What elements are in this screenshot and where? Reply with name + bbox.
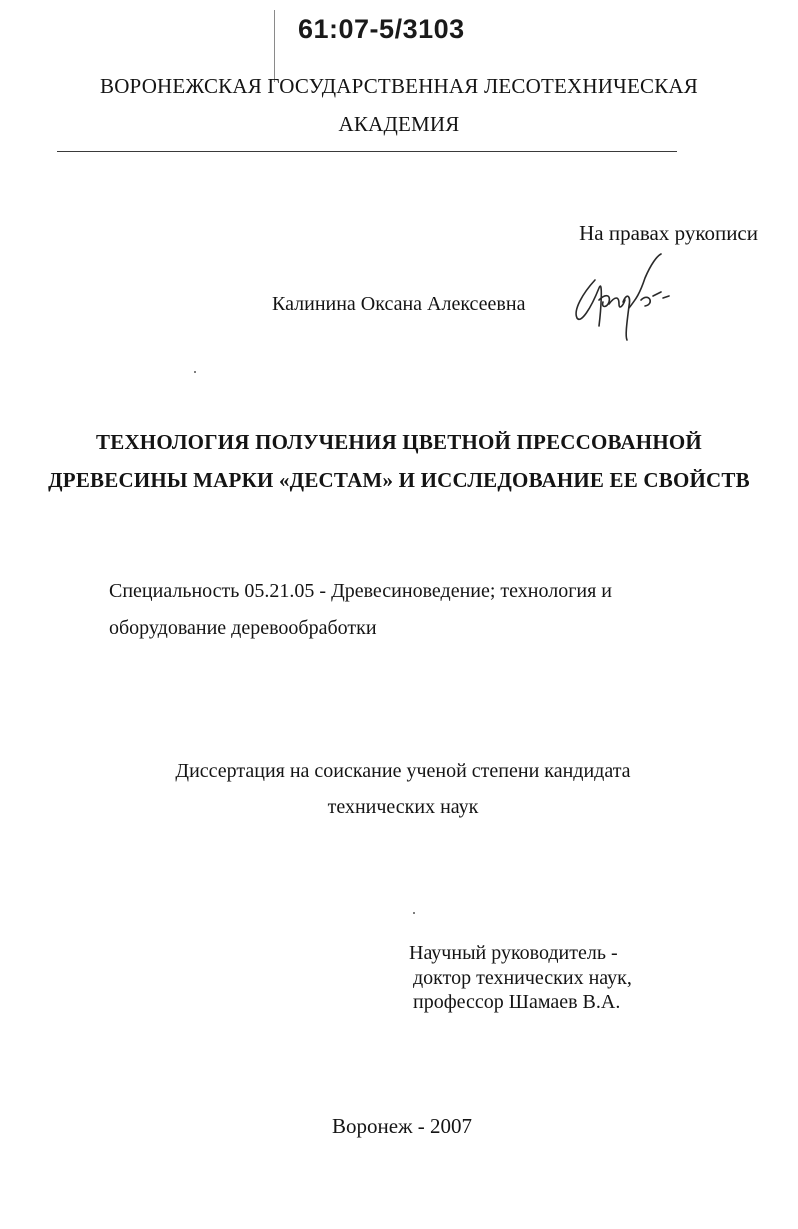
institution-name-line1: ВОРОНЕЖСКАЯ ГОСУДАРСТВЕННАЯ ЛЕСОТЕХНИЧЕСКАЯ <box>99 74 698 98</box>
supervisor-name: профессор Шамаев В.А. <box>413 991 621 1013</box>
institution-name-line2: АКАДЕМИЯ <box>338 112 460 136</box>
specialty-line2: оборудование деревообработки <box>109 617 377 639</box>
archive-code: 61:07-5/3103 <box>298 14 465 44</box>
supervisor-degree: доктор технических наук, <box>413 967 632 989</box>
scan-speck <box>194 371 196 373</box>
specialty-line1: Специальность 05.21.05 - Древесиноведение; технология и <box>109 580 612 602</box>
place-and-year: Воронеж - 2007 <box>331 1114 473 1138</box>
dissertation-title-line2: ДРЕВЕСИНЫ МАРКИ «ДЕСТАМ» И ИССЛЕДОВАНИЕ ЕЕ СВОЙСТВ <box>48 468 750 492</box>
author-name: Калинина Оксана Алексеевна <box>272 293 526 315</box>
dissertation-title-line1: ТЕХНОЛОГИЯ ПОЛУЧЕНИЯ ЦВЕТНОЙ ПРЕССОВАННОЙ <box>96 430 702 454</box>
manuscript-rights-note: На правах рукописи <box>579 221 758 245</box>
header-divider <box>57 151 677 152</box>
scan-speck <box>413 912 415 914</box>
supervisor-label: Научный руководитель - <box>409 942 618 964</box>
degree-statement-line2: технических наук <box>327 796 479 818</box>
scan-edge-line <box>274 10 275 82</box>
degree-statement-line1: Диссертация на соискание ученой степени кандидата <box>175 760 631 782</box>
author-signature <box>565 248 685 348</box>
